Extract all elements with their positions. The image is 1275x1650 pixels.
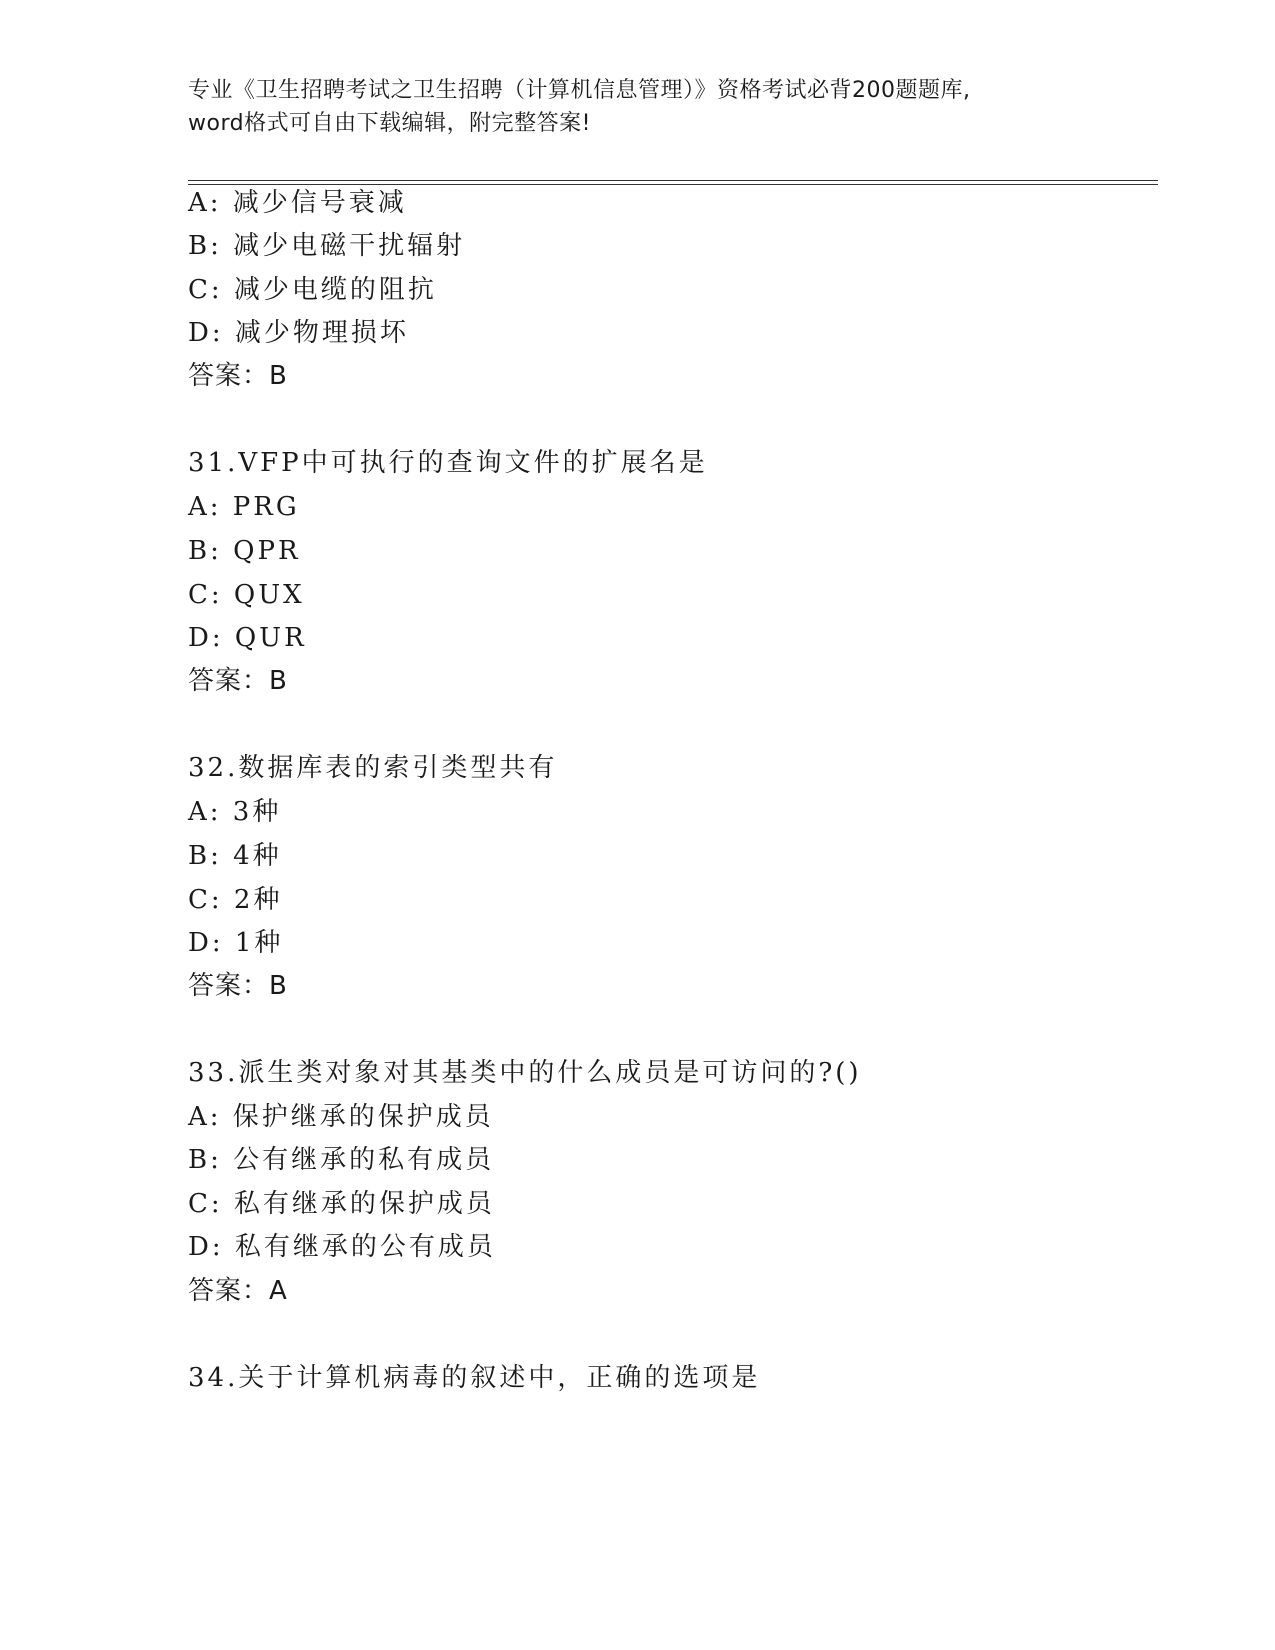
question-32-option-a: A: 3种 bbox=[188, 797, 282, 827]
question-31-option-a: A: PRG bbox=[188, 492, 300, 522]
header-title-line-1: 专业《卫生招聘考试之卫生招聘（计算机信息管理）》资格考试必背200题题库, bbox=[188, 78, 971, 103]
question-34-stem: 34.关于计算机病毒的叙述中，正确的选项是 bbox=[188, 1363, 761, 1393]
question-33-option-b: B: 公有继承的私有成员 bbox=[188, 1145, 495, 1175]
question-31-option-c: C: QUX bbox=[188, 580, 305, 610]
prev-answer: 答案：B bbox=[188, 361, 288, 391]
question-31-option-d: D: QUR bbox=[188, 623, 307, 653]
question-33-option-c: C: 私有继承的保护成员 bbox=[188, 1189, 495, 1219]
question-32-option-c: C: 2种 bbox=[188, 885, 283, 915]
question-33-option-d: D: 私有继承的公有成员 bbox=[188, 1232, 496, 1262]
question-32-option-d: D: 1种 bbox=[188, 928, 284, 958]
question-31-option-b: B: QPR bbox=[188, 536, 301, 566]
question-32-answer: 答案：B bbox=[188, 971, 288, 1001]
prev-option-a: A: 减少信号衰减 bbox=[188, 188, 407, 218]
question-32-stem: 32.数据库表的索引类型共有 bbox=[188, 753, 558, 783]
question-33-stem: 33.派生类对象对其基类中的什么成员是可访问的?() bbox=[188, 1058, 862, 1088]
prev-option-b: B: 减少电磁干扰辐射 bbox=[188, 231, 466, 261]
question-33-option-a: A: 保护继承的保护成员 bbox=[188, 1102, 494, 1132]
prev-option-c: C: 减少电缆的阻抗 bbox=[188, 275, 437, 305]
question-31-stem: 31.VFP中可执行的查询文件的扩展名是 bbox=[188, 448, 708, 478]
header-divider bbox=[188, 180, 1158, 185]
prev-option-d: D: 减少物理损坏 bbox=[188, 318, 409, 348]
header-title-line-2: word格式可自由下载编辑，附完整答案! bbox=[188, 111, 591, 136]
document-header bbox=[188, 74, 1158, 140]
question-33-answer: 答案：A bbox=[188, 1276, 288, 1306]
question-31-answer: 答案：B bbox=[188, 666, 288, 696]
question-32-option-b: B: 4种 bbox=[188, 841, 282, 871]
